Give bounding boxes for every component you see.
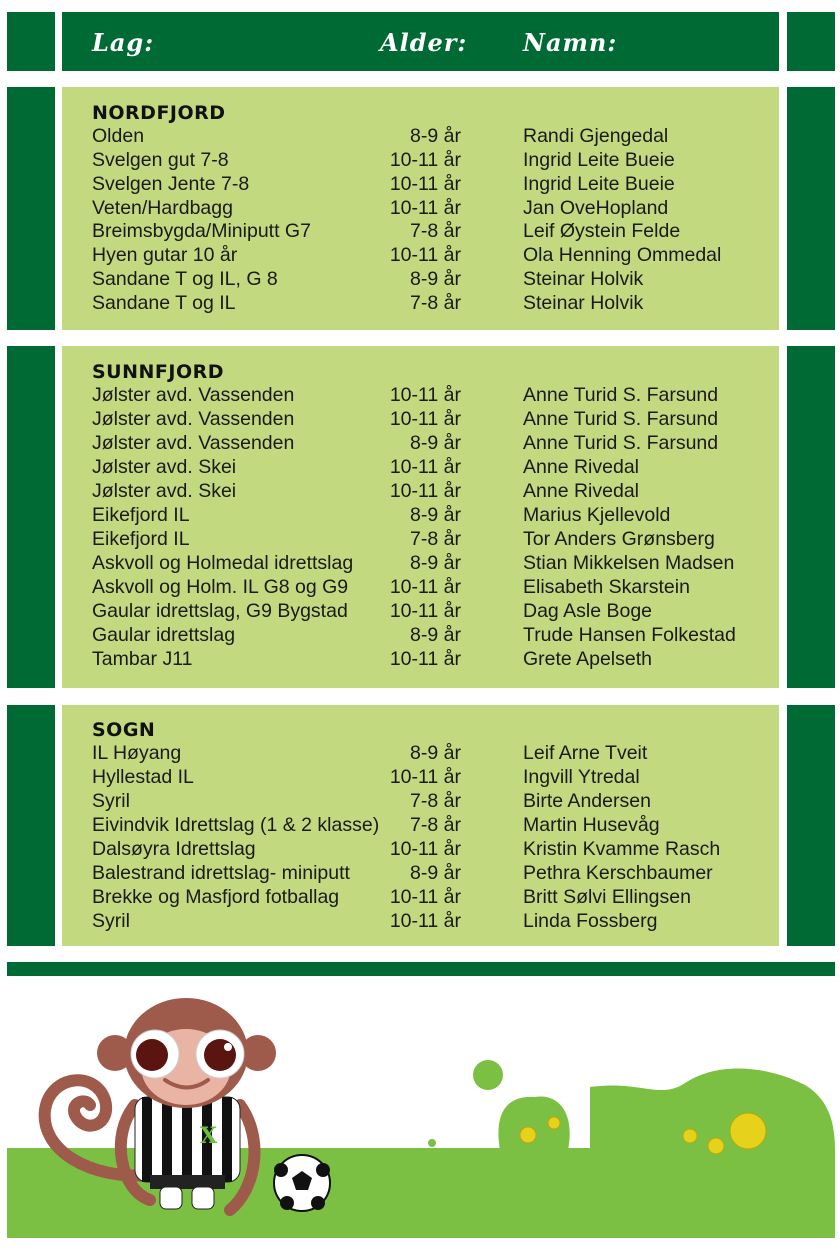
name-cell: Anne Turid S. Farsund	[523, 384, 719, 406]
left-bar-sogn	[7, 705, 55, 946]
team-cell: Veten/Hardbagg	[92, 197, 233, 219]
name-cell: Anne Rivedal	[523, 456, 639, 478]
name-cell: Birte Andersen	[523, 790, 651, 812]
table-row	[62, 862, 779, 886]
table-row	[62, 149, 779, 173]
age-cell: 10-11 år	[389, 408, 461, 430]
table-row	[62, 600, 779, 624]
name-cell: Kristin Kvamme Rasch	[523, 838, 721, 860]
age-cell: 10-11 år	[389, 910, 461, 932]
table-row	[62, 456, 779, 480]
team-cell: Jølster avd. Vassenden	[92, 408, 295, 430]
age-cell: 10-11 år	[389, 600, 461, 622]
name-cell: Britt Sølvi Ellingsen	[523, 886, 691, 908]
name-cell: Marius Kjellevold	[523, 504, 671, 526]
table-row	[62, 742, 779, 766]
age-cell: 10-11 år	[389, 197, 461, 219]
name-cell: Elisabeth Skarstein	[523, 576, 690, 598]
bottom-divider	[7, 962, 835, 976]
age-cell: 8-9 år	[410, 268, 461, 290]
team-cell: Brekke og Masfjord fotballag	[92, 886, 340, 908]
right-bar-sogn	[787, 705, 835, 946]
team-cell: Gaular idrettslag, G9 Bygstad	[92, 600, 348, 622]
team-cell: Olden	[92, 125, 145, 147]
right-bar-sunnfjord	[787, 346, 835, 688]
age-cell: 10-11 år	[389, 244, 461, 266]
table-row	[62, 173, 779, 197]
table-row	[62, 292, 779, 316]
table-row	[62, 576, 779, 600]
team-cell: Syril	[92, 790, 130, 812]
team-cell: Eikefjord IL	[92, 528, 190, 550]
left-bar-header	[7, 12, 55, 71]
table-row	[62, 838, 779, 862]
bushes-icon	[428, 1060, 835, 1154]
table-row	[62, 648, 779, 672]
left-bar-nordfjord	[7, 87, 55, 330]
age-cell: 8-9 år	[410, 624, 461, 646]
team-cell: Breimsbygda/Miniputt G7	[92, 220, 311, 242]
age-cell: 10-11 år	[389, 576, 461, 598]
header-lag: Lag:	[92, 28, 155, 57]
illustration-scene	[0, 975, 840, 1250]
name-cell: Dag Asle Boge	[523, 600, 653, 622]
name-cell: Martin Husevåg	[523, 814, 660, 836]
section-title: SOGN	[92, 719, 156, 741]
left-bar-sunnfjord	[7, 346, 55, 688]
team-cell: Tambar J11	[92, 648, 193, 670]
table-row	[62, 886, 779, 910]
team-cell: Jølster avd. Skei	[92, 480, 237, 502]
team-cell: Jølster avd. Vassenden	[92, 384, 295, 406]
section-title: NORDFJORD	[92, 102, 226, 124]
team-cell: Eivindvik Idrettslag (1 & 2 klasse)	[92, 814, 380, 836]
age-cell: 10-11 år	[389, 149, 461, 171]
name-cell: Anne Turid S. Farsund	[523, 408, 719, 430]
team-cell: Sandane T og IL	[92, 292, 236, 314]
table-row	[62, 910, 779, 934]
age-cell: 8-9 år	[410, 862, 461, 884]
name-cell: Stian Mikkelsen Madsen	[523, 552, 735, 574]
name-cell: Ingvill Ytredal	[523, 766, 640, 788]
age-cell: 10-11 år	[389, 648, 461, 670]
table-row	[62, 197, 779, 221]
age-cell: 7-8 år	[410, 220, 461, 242]
age-cell: 10-11 år	[389, 173, 461, 195]
table-row	[62, 244, 779, 268]
header-alder: Alder:	[380, 28, 468, 57]
table-row	[62, 766, 779, 790]
name-cell: Ingrid Leite Bueie	[523, 149, 675, 171]
team-cell: Hyllestad IL	[92, 766, 194, 788]
age-cell: 10-11 år	[389, 384, 461, 406]
team-cell: Syril	[92, 910, 130, 932]
age-cell: 10-11 år	[389, 838, 461, 860]
age-cell: 7-8 år	[410, 790, 461, 812]
age-cell: 10-11 år	[389, 766, 461, 788]
age-cell: 8-9 år	[410, 742, 461, 764]
age-cell: 10-11 år	[389, 456, 461, 478]
age-cell: 8-9 år	[410, 432, 461, 454]
name-cell: Steinar Holvik	[523, 268, 644, 290]
right-bar-header	[787, 12, 835, 71]
name-cell: Anne Turid S. Farsund	[523, 432, 719, 454]
team-cell: Dalsøyra Idrettslag	[92, 838, 256, 860]
section-sunnfjord	[62, 346, 779, 688]
name-cell: Pethra Kerschbaumer	[523, 862, 713, 884]
table-row	[62, 408, 779, 432]
soccer-ball-icon	[274, 1155, 330, 1211]
table-row	[62, 125, 779, 149]
team-cell: Gaular idrettslag	[92, 624, 236, 646]
name-cell: Steinar Holvik	[523, 292, 644, 314]
table-row	[62, 480, 779, 504]
table-row	[62, 504, 779, 528]
name-cell: Leif Øystein Felde	[523, 220, 681, 242]
age-cell: 7-8 år	[410, 528, 461, 550]
table-row	[62, 384, 779, 408]
name-cell: Ingrid Leite Bueie	[523, 173, 675, 195]
svg-text:X: X	[200, 1123, 218, 1149]
team-cell: Eikefjord IL	[92, 504, 190, 526]
table-row	[62, 528, 779, 552]
age-cell: 7-8 år	[410, 292, 461, 314]
team-cell: Jølster avd. Skei	[92, 456, 237, 478]
header-namn: Namn:	[523, 28, 618, 57]
table-header	[62, 12, 779, 71]
team-cell: Svelgen Jente 7-8	[92, 173, 250, 195]
table-row	[62, 624, 779, 648]
team-cell: Sandane T og IL, G 8	[92, 268, 278, 290]
table-row	[62, 268, 779, 292]
name-cell: Linda Fossberg	[523, 910, 658, 932]
team-cell: Askvoll og Holm. IL G8 og G9	[92, 576, 349, 598]
section-title: SUNNFJORD	[92, 361, 225, 383]
name-cell: Leif Arne Tveit	[523, 742, 648, 764]
age-cell: 8-9 år	[410, 125, 461, 147]
team-cell: IL Høyang	[92, 742, 182, 764]
name-cell: Ola Henning Ommedal	[523, 244, 722, 266]
right-bar-nordfjord	[787, 87, 835, 330]
table-row	[62, 790, 779, 814]
name-cell: Grete Apelseth	[523, 648, 652, 670]
table-row	[62, 552, 779, 576]
age-cell: 10-11 år	[389, 480, 461, 502]
team-cell: Askvoll og Holmedal idrettslag	[92, 552, 354, 574]
team-cell: Svelgen gut 7-8	[92, 149, 229, 171]
age-cell: 8-9 år	[410, 552, 461, 574]
age-cell: 10-11 år	[389, 886, 461, 908]
age-cell: 8-9 år	[410, 504, 461, 526]
team-cell: Balestrand idrettslag- miniputt	[92, 862, 350, 884]
table-row	[62, 220, 779, 244]
name-cell: Tor Anders Grønsberg	[523, 528, 715, 550]
table-row	[62, 814, 779, 838]
section-sogn	[62, 705, 779, 946]
team-cell: Jølster avd. Vassenden	[92, 432, 295, 454]
team-cell: Hyen gutar 10 år	[92, 244, 238, 266]
name-cell: Anne Rivedal	[523, 480, 639, 502]
name-cell: Trude Hansen Folkestad	[523, 624, 736, 646]
name-cell: Jan OveHopland	[523, 197, 669, 219]
name-cell: Randi Gjengedal	[523, 125, 669, 147]
age-cell: 7-8 år	[410, 814, 461, 836]
table-row	[62, 432, 779, 456]
section-nordfjord	[62, 87, 779, 330]
